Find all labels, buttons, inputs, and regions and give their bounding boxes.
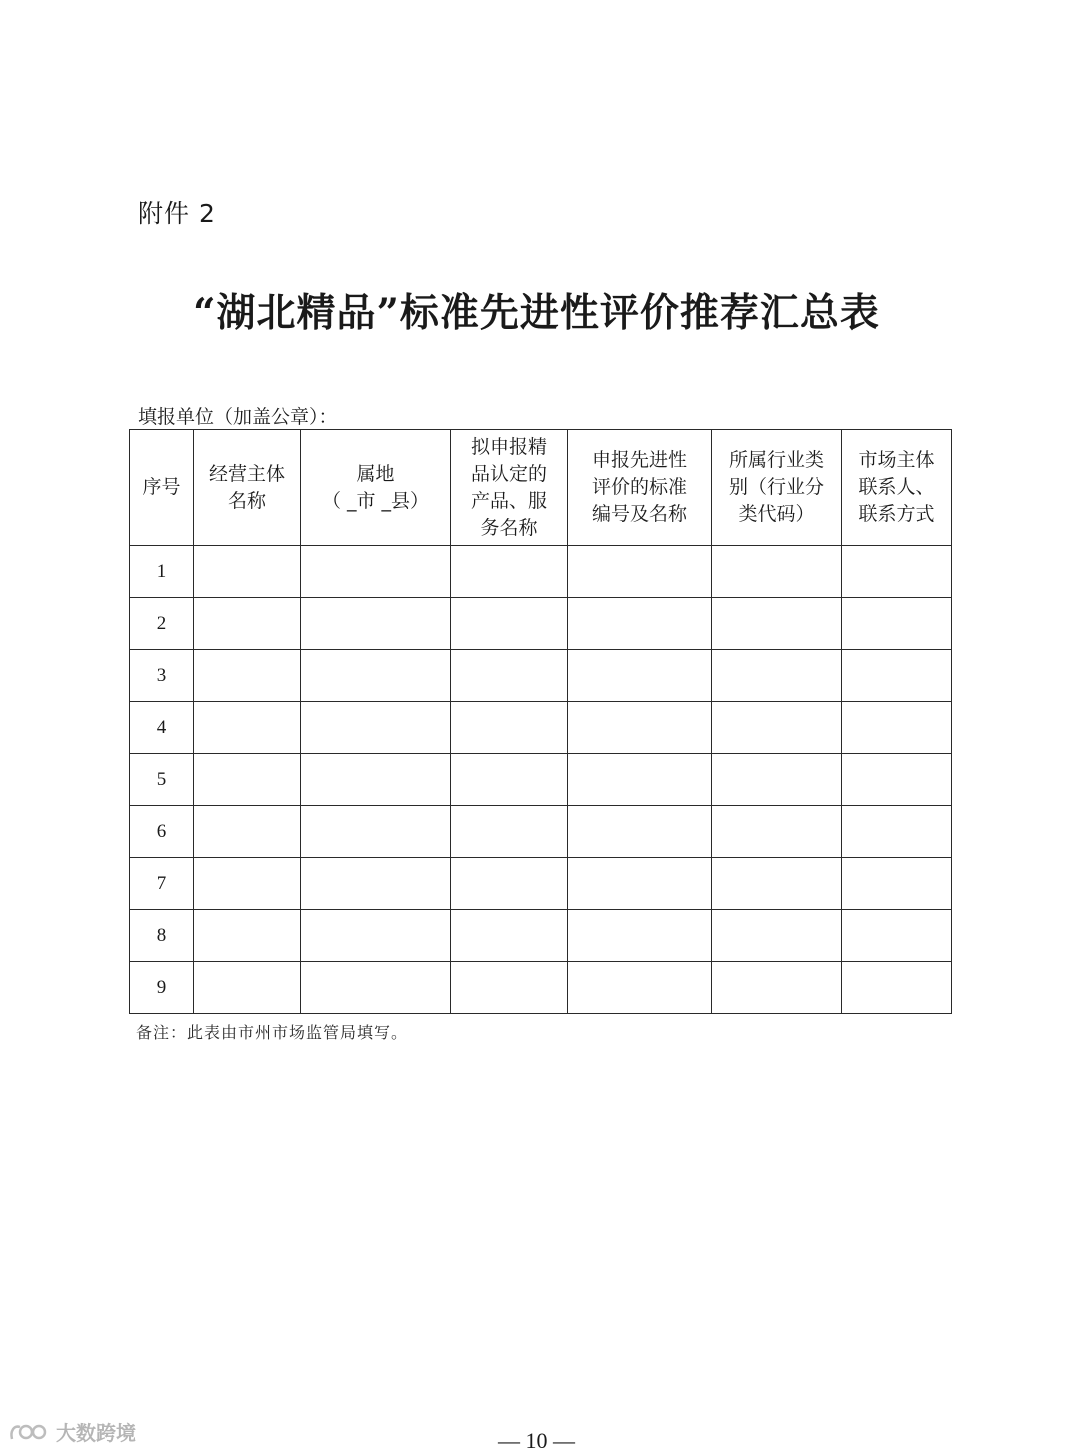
header-cell-locality [301,430,451,546]
empty-input-cell[interactable] [842,962,952,1014]
row-index-cell: 6 [130,806,194,858]
empty-input-cell[interactable] [842,910,952,962]
table-row [130,858,952,910]
header-cell-contact [842,430,952,546]
reporting-unit-label: 填报单位（加盖公章）： [138,406,338,428]
empty-input-cell[interactable] [194,598,301,650]
footnote: 备注：此表由市州市场监管局填写。 [136,1023,409,1042]
table-row [130,754,952,806]
empty-input-cell[interactable] [842,858,952,910]
empty-input-cell[interactable] [712,962,842,1014]
header-line: 属地 [356,462,395,485]
empty-input-cell[interactable] [842,702,952,754]
empty-input-cell[interactable] [451,962,568,1014]
empty-input-cell[interactable] [451,806,568,858]
empty-input-cell[interactable] [568,702,712,754]
empty-input-cell[interactable] [451,858,568,910]
empty-input-cell[interactable] [194,650,301,702]
empty-input-cell[interactable] [842,806,952,858]
empty-input-cell[interactable] [712,546,842,598]
table-body [130,546,952,1014]
row-index-cell: 1 [130,546,194,598]
empty-input-cell[interactable] [568,546,712,598]
empty-input-cell[interactable] [712,702,842,754]
empty-input-cell[interactable] [568,962,712,1014]
empty-input-cell[interactable] [301,702,451,754]
row-index-cell: 8 [130,910,194,962]
empty-input-cell[interactable] [842,650,952,702]
empty-input-cell[interactable] [451,754,568,806]
header-line: 经营主体 [208,462,285,485]
row-index-cell: 7 [130,858,194,910]
empty-input-cell[interactable] [301,858,451,910]
header-cell-entity-name [194,430,301,546]
header-line: 务名称 [480,516,538,539]
row-index-cell: 3 [130,650,194,702]
header-line: 联系人、 [858,476,935,498]
empty-input-cell[interactable] [842,598,952,650]
empty-input-cell[interactable] [568,598,712,650]
table-row [130,806,952,858]
empty-input-cell[interactable] [194,546,301,598]
empty-input-cell[interactable] [194,702,301,754]
empty-input-cell[interactable] [712,910,842,962]
header-row [130,430,952,546]
page-number: — 10 — [498,1428,575,1453]
empty-input-cell[interactable] [568,910,712,962]
empty-input-cell[interactable] [451,910,568,962]
header-line: 评价的标准 [591,476,687,498]
header-line: 别（行业分 [728,476,824,498]
empty-input-cell[interactable] [194,754,301,806]
document-title: “湖北精品”标准先进性评价推荐汇总表 [193,290,880,336]
row-index-cell: 5 [130,754,194,806]
header-cell-index [130,430,194,546]
empty-input-cell[interactable] [194,858,301,910]
empty-input-cell[interactable] [194,806,301,858]
empty-input-cell[interactable] [568,650,712,702]
row-index-cell: 4 [130,702,194,754]
attachment-label: 附件 2 [138,199,216,228]
empty-input-cell[interactable] [194,962,301,1014]
empty-input-cell[interactable] [568,806,712,858]
header-line: 市场主体 [858,449,935,471]
empty-input-cell[interactable] [451,598,568,650]
empty-input-cell[interactable] [451,702,568,754]
table-row [130,650,952,702]
header-line: 序号 [142,476,181,498]
header-line: 拟申报精 [470,435,547,458]
empty-input-cell[interactable] [712,754,842,806]
table-row [130,546,952,598]
empty-input-cell[interactable] [712,650,842,702]
empty-input-cell[interactable] [842,754,952,806]
table-row [130,702,952,754]
header-line: 所属行业类 [728,449,824,471]
header-cell-standard [568,430,712,546]
summary-table [129,429,952,1014]
empty-input-cell[interactable] [301,598,451,650]
empty-input-cell[interactable] [712,598,842,650]
empty-input-cell[interactable] [568,858,712,910]
empty-input-cell[interactable] [842,546,952,598]
empty-input-cell[interactable] [712,858,842,910]
empty-input-cell[interactable] [301,546,451,598]
empty-input-cell[interactable] [194,910,301,962]
empty-input-cell[interactable] [301,754,451,806]
header-line: 产品、服 [470,489,547,512]
empty-input-cell[interactable] [568,754,712,806]
table-row [130,962,952,1014]
empty-input-cell[interactable] [451,650,568,702]
empty-input-cell[interactable] [301,650,451,702]
empty-input-cell[interactable] [712,806,842,858]
watermark-text: 大数跨境 [56,1421,136,1445]
empty-input-cell[interactable] [301,962,451,1014]
header-line: 联系方式 [858,503,935,525]
header-cell-industry [712,430,842,546]
header-line: （ _市 _县） [321,489,430,512]
header-line: 品认定的 [470,462,547,485]
header-line: 名称 [227,489,266,512]
header-line: 申报先进性 [591,449,687,471]
row-index-cell: 9 [130,962,194,1014]
empty-input-cell[interactable] [301,910,451,962]
empty-input-cell[interactable] [301,806,451,858]
table-row [130,598,952,650]
header-cell-product-name [451,430,568,546]
header-line: 编号及名称 [591,503,687,525]
table-row [130,910,952,962]
empty-input-cell[interactable] [451,546,568,598]
row-index-cell: 2 [130,598,194,650]
header-line: 类代码） [738,503,815,525]
